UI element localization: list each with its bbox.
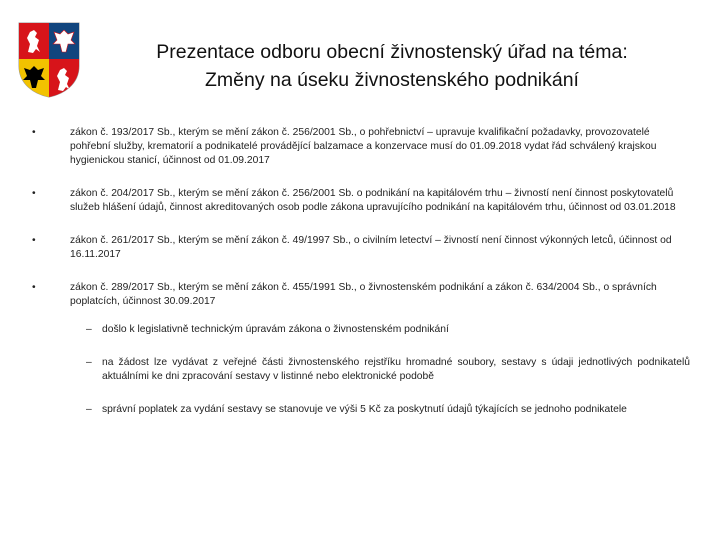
sub-list-item-text: správní poplatek za vydání sestavy se stanovuje ve výši 5 Kč za poskytnutí údajů týkajících se jednoho podnikatele — [102, 404, 627, 415]
bullet: • — [32, 188, 36, 199]
page-title — [92, 38, 692, 94]
list-item — [30, 234, 690, 262]
bullet: • — [32, 235, 36, 246]
sub-list-item — [86, 403, 690, 417]
dash: – — [86, 324, 92, 335]
sub-list-item-text: na žádost lze vydávat z veřejné části živnostenského rejstříku hromadné soubory, sestavy s údaji jednotlivých podnikatelů aktuálními ke dni zpracování sestavy v listinné nebo elektronické podobě — [102, 357, 690, 382]
dash: – — [86, 357, 92, 368]
list-item — [30, 187, 690, 215]
sub-list-item — [86, 356, 690, 384]
content-list — [30, 126, 690, 436]
list-item — [30, 126, 690, 168]
title-line-2: Změny na úseku živnostenského podnikání — [205, 69, 579, 91]
list-item-text: zákon č. 193/2017 Sb., kterým se mění zákon č. 256/2001 Sb., o pohřebnictví – upravuje kvalifikační požadavky, provozovatelé pohřební služby, krematorií a podnikatelé provádějící balzamace a konzervace musí do 01.09.2018 vydat řád schválený krajskou hygienickou stanicí, účinnost od 01.09.2017 — [70, 127, 657, 166]
sub-list-item-text: došlo k legislativně technickým úpravám zákona o živnostenském podnikání — [102, 324, 449, 335]
coat-of-arms-icon — [18, 22, 80, 98]
sub-list-item — [86, 323, 690, 337]
bullet: • — [32, 127, 36, 138]
bullet: • — [32, 282, 36, 293]
list-item-text: zákon č. 204/2017 Sb., kterým se mění zákon č. 256/2001 Sb. o podnikání na kapitálovém trhu – živností není činnost poskytovatelů služeb hlášení údajů, činnost akreditovaných osob podle zákona upravujícího podnikání na kapitálovém trhu, účinnost od 03.01.2018 — [70, 188, 676, 213]
title-line-1: Prezentace odboru obecní živnostenský úřad na téma: — [156, 41, 628, 63]
list-item-text: zákon č. 289/2017 Sb., kterým se mění zákon č. 455/1991 Sb., o živnostenském podnikání a zákon č. 634/2004 Sb., o správních poplatcích, účinnost 30.09.2017 — [70, 282, 657, 307]
list-item — [30, 281, 690, 309]
dash: – — [86, 404, 92, 415]
list-item-text: zákon č. 261/2017 Sb., kterým se mění zákon č. 49/1997 Sb., o civilním letectví – živností není činnost výkonných letců, účinnost od 16.11.2017 — [70, 235, 672, 260]
